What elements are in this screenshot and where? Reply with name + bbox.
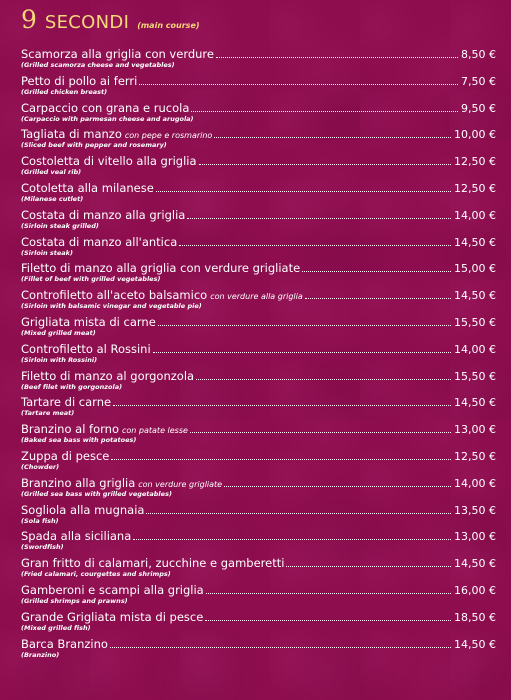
- menu-item-row: [21, 555, 496, 570]
- dish-price: 12,50 €: [454, 181, 496, 195]
- dot-leader: [158, 325, 451, 326]
- menu-item-row: [21, 636, 496, 651]
- menu-item: [21, 180, 496, 207]
- dish-price: 9,50 €: [461, 101, 496, 115]
- dish-name: Costoletta di vitello alla griglia: [21, 154, 197, 169]
- menu-item: [21, 234, 496, 261]
- menu-item-row: [21, 502, 496, 517]
- dot-leader: [205, 620, 451, 621]
- dish-extra: con verdure grigliate: [138, 479, 223, 489]
- dot-leader: [153, 352, 451, 353]
- dish-translation: (Grilled chicken breast): [21, 87, 108, 96]
- dish-price: 14,50 €: [454, 289, 496, 303]
- dish-name: Zuppa di pesce: [21, 448, 110, 463]
- menu-item-row: [21, 260, 496, 275]
- dish-translation: (Sirloin with balsamic vinegar and vegetable pie): [21, 302, 202, 311]
- dot-leader: [110, 647, 451, 648]
- dish-price: 14,50 €: [454, 637, 496, 651]
- menu-item: [21, 368, 496, 395]
- menu-item-row: [21, 180, 496, 195]
- dish-name: Branzino al forno: [21, 422, 119, 437]
- menu-item-row: [21, 475, 496, 490]
- menu-item-row: [21, 394, 496, 409]
- dot-leader: [179, 245, 451, 246]
- dish-translation: (Swordfish): [21, 543, 64, 552]
- dish-translation: (Sirloin steak): [21, 248, 73, 257]
- dot-leader: [187, 218, 451, 219]
- menu-item: [21, 314, 496, 341]
- dish-price: 12,50 €: [454, 155, 496, 169]
- menu-item: [21, 207, 496, 234]
- menu-item: [21, 153, 496, 180]
- section-header: [21, 5, 200, 39]
- menu-item-row: [21, 126, 496, 141]
- dish-translation: (Fried calamari, courgettes and shrimps): [21, 570, 171, 579]
- dish-name: Costata di manzo alla griglia: [21, 207, 186, 222]
- dish-translation: (Beef filet with gorgonzola): [21, 382, 123, 391]
- dish-price: 14,00 €: [454, 208, 496, 222]
- dish-translation: (Baked sea bass with potatoes): [21, 436, 137, 445]
- section-subtitle: (main course): [137, 21, 200, 30]
- menu-item: [21, 555, 496, 582]
- menu-item-row: [21, 609, 496, 624]
- dish-name: Petto di pollo ai ferri: [21, 73, 138, 88]
- dish-name: Grigliata mista di carne: [21, 314, 156, 329]
- dot-leader: [156, 191, 451, 192]
- dish-name: Filetto di manzo alla griglia con verdure grigliate: [21, 261, 301, 276]
- dot-leader: [133, 539, 451, 540]
- dish-price: 10,00 €: [454, 128, 496, 142]
- menu-item: [21, 394, 496, 421]
- dish-price: 12,50 €: [454, 449, 496, 463]
- dish-translation: (Sirloin with Rossini): [21, 355, 98, 364]
- dish-price: 14,00 €: [454, 342, 496, 356]
- menu-item: [21, 528, 496, 555]
- menu-item-row: [21, 46, 496, 61]
- menu-item: [21, 448, 496, 475]
- menu-item: [21, 73, 496, 100]
- dish-price: 15,50 €: [454, 369, 496, 383]
- dot-leader: [111, 459, 451, 460]
- dish-price: 13,00 €: [454, 530, 496, 544]
- menu-item-row: [21, 448, 496, 463]
- dish-name: Barca Branzino: [21, 636, 108, 651]
- dish-translation: (Sirloin steak grilled): [21, 221, 99, 230]
- menu-item: [21, 46, 496, 73]
- dish-name: Gamberoni e scampi alla griglia: [21, 582, 204, 597]
- dish-price: 15,00 €: [454, 262, 496, 276]
- menu-item-row: [21, 582, 496, 597]
- dish-name: Controfiletto all'aceto balsamico: [21, 288, 208, 303]
- dish-price: 13,00 €: [454, 423, 496, 437]
- dish-name: Controfiletto al Rossini: [21, 341, 151, 356]
- dish-price: 15,50 €: [454, 315, 496, 329]
- menu-item: [21, 636, 496, 663]
- menu-item: [21, 126, 496, 153]
- dish-translation: (Sliced beef with pepper and rosemary): [21, 141, 167, 150]
- dish-translation: (Mixed grilled fish): [21, 623, 91, 632]
- dish-price: 16,00 €: [454, 583, 496, 597]
- dish-translation: (Grilled sea bass with grilled vegetables): [21, 489, 172, 498]
- dish-name: Carpaccio con grana e rucola: [21, 100, 190, 115]
- menu-item-row: [21, 234, 496, 249]
- dot-leader: [199, 164, 451, 165]
- dot-leader: [113, 405, 451, 406]
- dot-leader: [216, 57, 458, 58]
- menu-item-row: [21, 421, 496, 436]
- dish-name: Scamorza alla griglia con verdure: [21, 47, 214, 61]
- menu-item-row: [21, 100, 496, 115]
- dot-leader: [146, 513, 451, 514]
- dish-price: 13,50 €: [454, 503, 496, 517]
- dish-translation: (Chowder): [21, 462, 60, 471]
- dish-translation: (Grilled scamorza cheese and vegetables): [21, 61, 175, 69]
- dot-leader: [305, 298, 451, 299]
- menu-list: [21, 46, 496, 662]
- dot-leader: [206, 593, 451, 594]
- dish-price: 14,50 €: [454, 396, 496, 410]
- menu-item-row: [21, 528, 496, 543]
- dish-name: Branzino alla griglia: [21, 475, 136, 490]
- menu-item-row: [21, 368, 496, 383]
- dish-extra: con verdure alla griglia: [210, 292, 303, 302]
- dish-name: Tartare di carne: [21, 395, 112, 410]
- menu-item-row: [21, 207, 496, 222]
- menu-item-row: [21, 341, 496, 356]
- dot-leader: [190, 432, 451, 433]
- section-number: 9: [21, 5, 37, 34]
- dish-translation: (Branzino): [21, 650, 60, 659]
- dot-leader: [214, 137, 451, 138]
- dish-translation: (Carpaccio with parmesan cheese and arugola): [21, 114, 194, 123]
- dish-translation: (Tartare meat): [21, 409, 75, 418]
- menu-item: [21, 421, 496, 448]
- menu-item: [21, 287, 496, 314]
- dish-name: Cotoletta alla milanese: [21, 180, 154, 195]
- dish-name: Spada alla siciliana: [21, 529, 132, 544]
- dish-translation: (Fillet of beef with grilled vegetables): [21, 275, 161, 284]
- dish-price: 18,50 €: [454, 610, 496, 624]
- menu-item: [21, 475, 496, 502]
- dish-name: Gran fritto di calamari, zucchine e gamberetti: [21, 556, 285, 571]
- dot-leader: [286, 566, 451, 567]
- menu-item-row: [21, 73, 496, 88]
- dish-name: Sogliola alla mugnaia: [21, 502, 145, 517]
- dish-extra: con patate lesse: [122, 426, 188, 436]
- dish-price: 14,50 €: [454, 235, 496, 249]
- dish-name: Costata di manzo all'antica: [21, 234, 178, 249]
- menu-item: [21, 100, 496, 127]
- menu-item: [21, 341, 496, 368]
- dish-name: Filetto di manzo al gorgonzola: [21, 368, 195, 383]
- dish-name: Tagliata di manzo: [21, 127, 122, 142]
- menu-item-row: [21, 153, 496, 168]
- menu-item: [21, 260, 496, 287]
- menu-item-row: [21, 287, 496, 302]
- dish-price: 7,50 €: [461, 74, 496, 88]
- menu-item: [21, 582, 496, 609]
- dish-translation: (Grilled shrimps and prawns): [21, 596, 128, 605]
- dish-translation: (Mixed grilled meat): [21, 328, 96, 337]
- dish-translation: (Grilled veal rib): [21, 168, 82, 177]
- section-title: SECONDI: [44, 12, 130, 33]
- dish-price: 14,50 €: [454, 557, 496, 571]
- menu-item: [21, 609, 496, 636]
- dot-leader: [191, 111, 458, 112]
- dish-extra: con pepe e rosmarino: [124, 131, 213, 141]
- dot-leader: [302, 271, 451, 272]
- menu-item-row: [21, 314, 496, 329]
- dish-price: 8,50 €: [461, 48, 496, 61]
- dish-name: Grande Grigliata mista di pesce: [21, 609, 204, 624]
- dot-leader: [224, 486, 451, 487]
- dish-translation: (Sola fish): [21, 516, 59, 525]
- dot-leader: [139, 84, 458, 85]
- dish-price: 14,00 €: [454, 476, 496, 490]
- menu-item: [21, 502, 496, 529]
- dish-translation: (Milanese cutlet): [21, 194, 84, 203]
- dot-leader: [196, 379, 451, 380]
